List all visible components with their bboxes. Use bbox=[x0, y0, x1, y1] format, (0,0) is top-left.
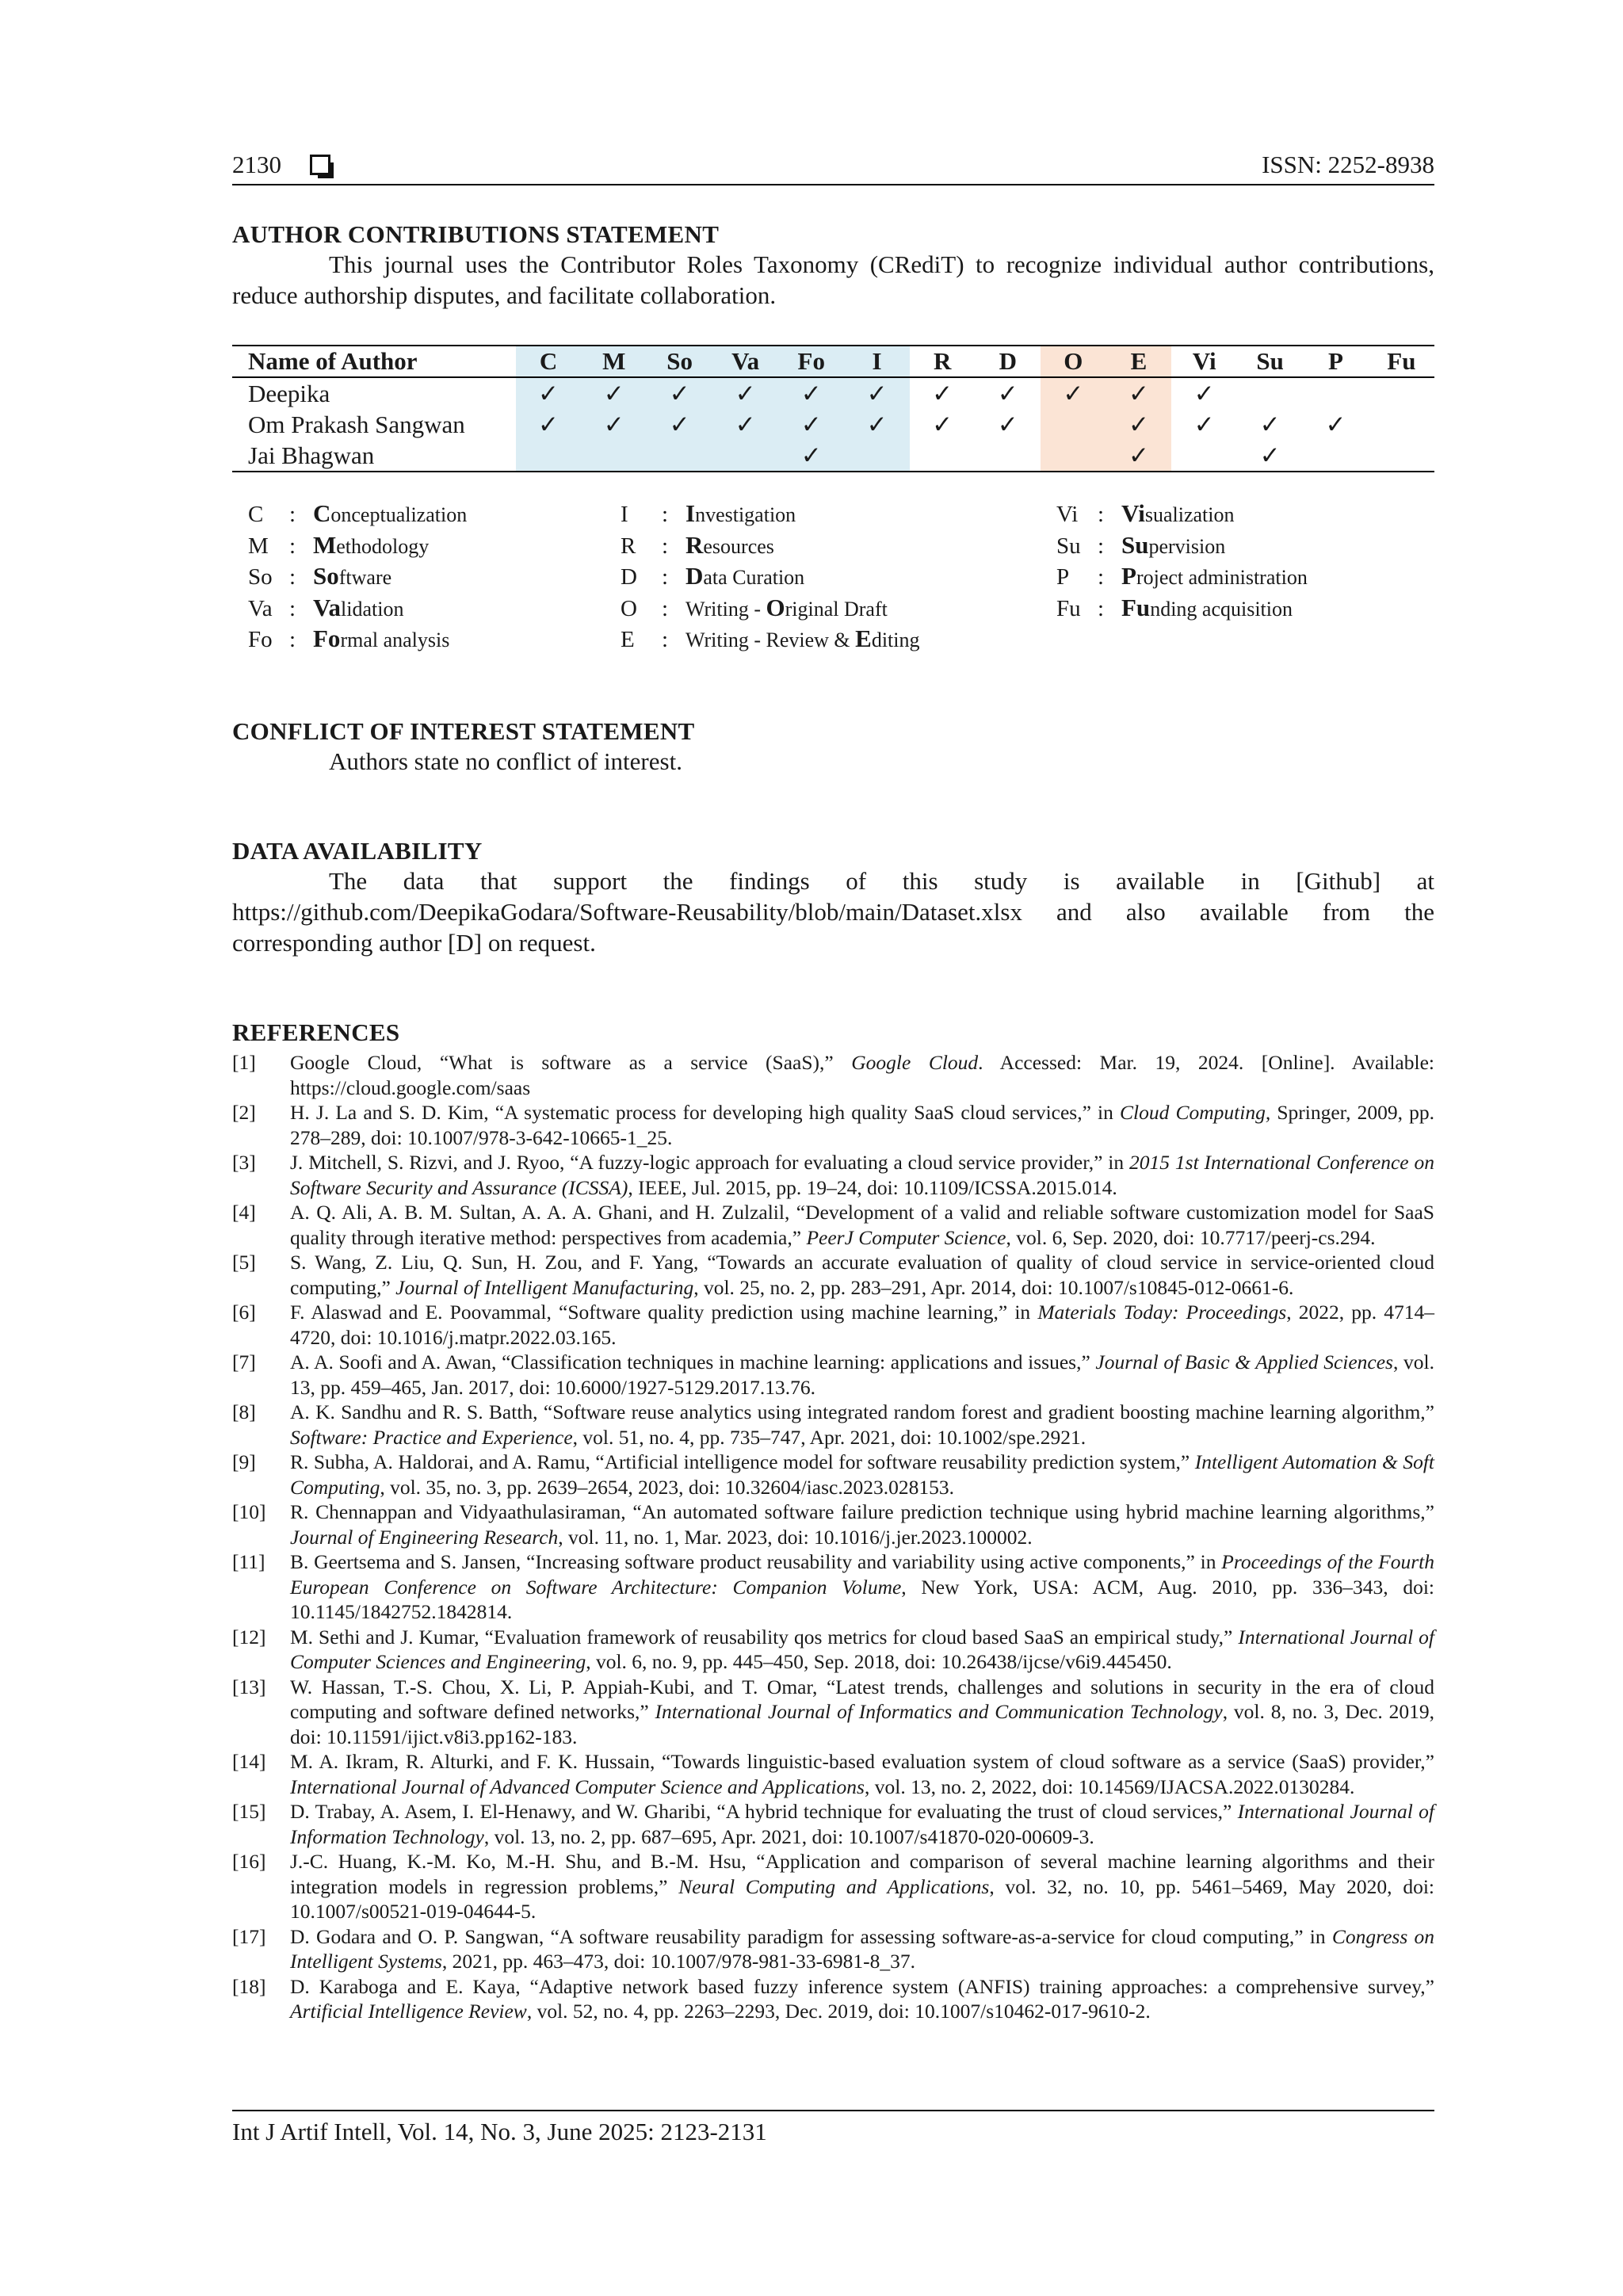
legend-rest: nding acquisition bbox=[1150, 597, 1293, 621]
reference-text: B. Geertsema and S. Jansen, “Increasing software product reusability and variability using active components,” in Proceedings of the Fourth European Conference on Software Architecture: Companion Volume, New York, USA: ACM, Aug. 2010, pp. 336–343, doi: 10.1145/1842752.1842814. bbox=[290, 1550, 1434, 1623]
check-mark-icon: ✓ bbox=[778, 440, 844, 472]
reference-text: S. Wang, Z. Liu, Q. Sun, H. Zou, and F. Yang, “Towards an accurate evaluation of quality of cloud service in service-oriented cloud computing,” Journal of Intelligent Manufacturing, vol. 25, no. 2, pp. 283–291, Apr. 2014, doi: 10.1007/s10845-012-0661-6. bbox=[290, 1251, 1434, 1299]
legend-abbr: D bbox=[621, 564, 637, 590]
legend-colon: : bbox=[662, 502, 669, 527]
empty-cell bbox=[1041, 440, 1106, 472]
legend-bold: M bbox=[313, 530, 337, 559]
legend-colon: : bbox=[1098, 564, 1105, 590]
legend-bold: Fu bbox=[1121, 593, 1151, 621]
legend-rest: lidation bbox=[341, 597, 404, 621]
check-mark-icon: ✓ bbox=[1041, 377, 1106, 409]
references-section bbox=[232, 1018, 1434, 2024]
legend-item bbox=[248, 499, 467, 531]
reference-item bbox=[232, 1675, 1434, 1750]
reference-number: [11] bbox=[232, 1550, 265, 1573]
legend-rest: esources bbox=[703, 534, 774, 558]
legend-rest: ftware bbox=[338, 566, 392, 589]
author-contributions-heading: AUTHOR CONTRIBUTIONS STATEMENT bbox=[232, 220, 720, 248]
legend-colon: : bbox=[662, 627, 669, 652]
check-mark-icon: ✓ bbox=[932, 410, 953, 438]
legend-bold: So bbox=[313, 562, 339, 590]
page bbox=[232, 151, 1435, 2023]
empty-cell bbox=[581, 440, 647, 472]
legend-abbr: Fu bbox=[1056, 595, 1081, 621]
legend-item bbox=[621, 531, 920, 563]
legend-prefix: Writing - bbox=[685, 597, 766, 621]
legend-abbr: Su bbox=[1056, 533, 1081, 559]
role-header-vi: Vi bbox=[1171, 346, 1237, 377]
legend-item bbox=[1056, 531, 1308, 563]
legend-abbr: M bbox=[248, 533, 269, 559]
legend-column bbox=[1056, 499, 1308, 625]
check-mark-icon: ✓ bbox=[1325, 410, 1346, 438]
reference-item bbox=[232, 1350, 1434, 1400]
legend-abbr: R bbox=[621, 533, 636, 559]
legend-rest: onceptualization bbox=[330, 503, 468, 526]
check-mark-icon: ✓ bbox=[1193, 379, 1215, 407]
empty-cell bbox=[516, 440, 582, 472]
legend-item bbox=[621, 594, 920, 625]
role-header-r: R bbox=[910, 346, 976, 377]
legend-item bbox=[621, 499, 920, 531]
legend-colon: : bbox=[1098, 502, 1105, 527]
legend-bold: Vi bbox=[1121, 499, 1145, 527]
legend-colon: : bbox=[662, 533, 669, 559]
reference-item bbox=[232, 1974, 1434, 2024]
reference-number: [6] bbox=[232, 1301, 256, 1324]
legend-abbr: Fo bbox=[248, 627, 273, 652]
reference-number: [1] bbox=[232, 1051, 256, 1074]
reference-item bbox=[232, 1749, 1434, 1799]
legend-rest: roject administration bbox=[1136, 566, 1308, 589]
role-header-su: Su bbox=[1237, 346, 1303, 377]
legend-colon: : bbox=[662, 595, 669, 621]
reference-item bbox=[232, 1050, 1434, 1100]
check-mark-icon: ✓ bbox=[1106, 377, 1172, 409]
check-mark-icon: ✓ bbox=[712, 409, 778, 440]
reference-number: [9] bbox=[232, 1450, 256, 1473]
check-mark-icon: ✓ bbox=[778, 409, 844, 440]
legend-bold: Su bbox=[1121, 530, 1149, 559]
reference-number: [10] bbox=[232, 1500, 266, 1523]
role-header-d: D bbox=[975, 346, 1041, 377]
empty-cell bbox=[712, 440, 778, 472]
legend-rest: rmal analysis bbox=[340, 628, 450, 651]
reference-number: [12] bbox=[232, 1625, 266, 1648]
reference-number: [3] bbox=[232, 1151, 256, 1174]
conflict-section bbox=[232, 717, 1434, 777]
reference-item bbox=[232, 1150, 1434, 1200]
role-header-va: Va bbox=[712, 346, 778, 377]
reference-text: Google Cloud, “What is software as a service (SaaS),” Google Cloud. Accessed: Mar. 19, 2024. [Online]. Available: https://cloud.google.com/saas bbox=[290, 1051, 1434, 1099]
reference-item bbox=[232, 1549, 1434, 1625]
legend-rest: diting bbox=[871, 628, 920, 651]
reference-number: [5] bbox=[232, 1251, 256, 1274]
role-header-i: I bbox=[844, 346, 910, 377]
role-header-c: C bbox=[516, 346, 582, 377]
check-mark-icon: ✓ bbox=[712, 377, 778, 409]
role-header-m: M bbox=[581, 346, 647, 377]
square-bullet-icon bbox=[310, 155, 330, 175]
reference-number: [18] bbox=[232, 1974, 266, 1998]
empty-cell bbox=[1303, 377, 1369, 409]
name-of-author-header: Name of Author bbox=[232, 346, 516, 377]
legend-colon: : bbox=[1098, 533, 1105, 559]
reference-list bbox=[232, 1050, 1434, 2024]
legend-column bbox=[621, 499, 920, 656]
reference-number: [8] bbox=[232, 1400, 256, 1423]
legend-colon: : bbox=[289, 533, 296, 559]
check-mark-icon: ✓ bbox=[647, 409, 712, 440]
legend-colon: : bbox=[289, 595, 296, 621]
legend-item bbox=[248, 594, 467, 625]
legend-prefix: Writing - Review & bbox=[685, 628, 856, 651]
reference-text: J.-C. Huang, K.-M. Ko, M.-H. Shu, and B.-M. Hsu, “Application and comparison of several machine learning algorithms and their integration models in regression problems,” Neural Computing and Applications, vol. 32, no. 10, pp. 5461–5469, May 2020, doi: 10.1007/s00521-019-04644-5. bbox=[290, 1850, 1434, 1923]
reference-text: H. J. La and S. D. Kim, “A systematic process for developing high quality SaaS cloud services,” in Cloud Computing, Springer, 2009, pp. 278–289, doi: 10.1007/978-3-642-10665-1_25. bbox=[290, 1101, 1434, 1149]
check-mark-icon: ✓ bbox=[1106, 409, 1172, 440]
data-availability-section bbox=[232, 837, 1434, 958]
empty-cell bbox=[647, 440, 712, 472]
empty-cell bbox=[910, 440, 976, 472]
references-heading: REFERENCES bbox=[232, 1018, 400, 1046]
reference-text: R. Chennappan and Vidyaathulasiraman, “An automated software failure prediction technique using hybrid machine learning algorithms,” Journal of Engineering Research, vol. 11, no. 1, Mar. 2023, doi: 10.1016/j.jer.2023.100002. bbox=[290, 1500, 1434, 1549]
empty-cell bbox=[1369, 440, 1434, 472]
empty-cell bbox=[1369, 409, 1434, 440]
conflict-heading: CONFLICT OF INTEREST STATEMENT bbox=[232, 717, 695, 745]
data-availability-heading: DATA AVAILABILITY bbox=[232, 837, 483, 865]
role-header-fo: Fo bbox=[778, 346, 844, 377]
legend-colon: : bbox=[662, 564, 669, 590]
check-mark-icon: ✓ bbox=[516, 409, 582, 440]
reference-text: J. Mitchell, S. Rizvi, and J. Ryoo, “A fuzzy-logic approach for evaluating a cloud service provider,” in 2015 1st International Conference on Software Security and Assurance (ICSSA), IEEE, Jul. 2015, pp. 19–24, doi: 10.1109/ICSSA.2015.014. bbox=[290, 1151, 1434, 1199]
reference-number: [7] bbox=[232, 1350, 256, 1373]
check-mark-icon: ✓ bbox=[844, 377, 910, 409]
legend-abbr: C bbox=[248, 502, 264, 527]
legend-abbr: E bbox=[621, 627, 635, 652]
author-contributions-section bbox=[232, 220, 1434, 311]
legend-abbr: Vi bbox=[1056, 502, 1079, 527]
check-mark-icon: ✓ bbox=[1259, 410, 1281, 438]
legend-column bbox=[248, 499, 467, 656]
author-name: Om Prakash Sangwan bbox=[248, 410, 465, 438]
legend-rest: pervision bbox=[1148, 534, 1226, 558]
check-mark-icon: ✓ bbox=[997, 379, 1018, 407]
check-mark-icon: ✓ bbox=[581, 377, 647, 409]
legend-bold: P bbox=[1121, 562, 1136, 590]
conflict-text: Authors state no conflict of interest. bbox=[329, 747, 682, 775]
empty-cell bbox=[1303, 440, 1369, 472]
legend-rest: nvestigation bbox=[695, 503, 796, 526]
legend-bold: D bbox=[685, 562, 704, 590]
reference-text: W. Hassan, T.-S. Chou, X. Li, P. Appiah-Kubi, and T. Omar, “Latest trends, challenges and solutions in security in the era of cloud computing and software defined networks,” International Journal of Informatics and Communication Technology, vol. 8, no. 3, Dec. 2019, doi: 10.11591/ijict.v8i3.pp162-183. bbox=[290, 1675, 1434, 1748]
credit-table-header bbox=[232, 346, 1434, 377]
legend-bold: E bbox=[855, 625, 872, 652]
data-availability-text: The data that support the findings of this study is available in [Github] at https://github.com/DeepikaGodara/Software-Reusability/blob/main/Dataset.xlsx and also available from the corresponding author [D] on request. bbox=[232, 867, 1434, 957]
legend-bold: R bbox=[685, 530, 704, 559]
credit-table bbox=[232, 345, 1434, 472]
check-mark-icon: ✓ bbox=[647, 377, 712, 409]
reference-number: [17] bbox=[232, 1924, 266, 1948]
check-mark-icon: ✓ bbox=[1106, 440, 1172, 472]
reference-text: D. Trabay, A. Asem, I. El-Henawy, and W. Gharibi, “A hybrid technique for evaluating the trust of cloud services,” International Journal of Information Technology, vol. 13, no. 2, pp. 687–695, Apr. 2021, doi: 10.1007/s41870-020-00609-3. bbox=[290, 1800, 1435, 1848]
reference-item bbox=[232, 1250, 1434, 1300]
reference-item bbox=[232, 1849, 1434, 1924]
legend-bold: C bbox=[313, 499, 331, 527]
legend-bold: O bbox=[766, 593, 785, 621]
page-header bbox=[232, 151, 1434, 185]
role-header-p: P bbox=[1303, 346, 1369, 377]
legend-rest: sualization bbox=[1144, 503, 1235, 526]
author-row bbox=[232, 377, 1434, 409]
reference-number: [16] bbox=[232, 1850, 266, 1873]
reference-number: [15] bbox=[232, 1800, 266, 1823]
empty-cell bbox=[1237, 377, 1303, 409]
legend-item bbox=[248, 625, 467, 656]
reference-item bbox=[232, 1100, 1434, 1150]
check-mark-icon: ✓ bbox=[844, 409, 910, 440]
legend-item bbox=[1056, 594, 1308, 625]
reference-item bbox=[232, 1400, 1434, 1450]
legend-colon: : bbox=[289, 627, 296, 652]
empty-cell bbox=[1369, 377, 1434, 409]
author-row bbox=[232, 409, 1434, 440]
reference-text: A. A. Soofi and A. Awan, “Classification techniques in machine learning: applications and issues,” Journal of Basic & Applied Sciences, vol. 13, pp. 459–465, Jan. 2017, doi: 10.6000/1927-5129.2017.13.76. bbox=[290, 1350, 1434, 1399]
legend-abbr: O bbox=[621, 595, 637, 621]
legend-colon: : bbox=[289, 564, 296, 590]
reference-item bbox=[232, 1924, 1434, 1974]
check-mark-icon: ✓ bbox=[997, 410, 1018, 438]
reference-number: [14] bbox=[232, 1750, 266, 1773]
reference-number: [13] bbox=[232, 1675, 266, 1698]
reference-item bbox=[232, 1799, 1434, 1849]
reference-item bbox=[232, 1450, 1434, 1499]
reference-item bbox=[232, 1625, 1434, 1675]
legend-item bbox=[248, 562, 467, 594]
reference-text: A. Q. Ali, A. B. M. Sultan, A. A. A. Ghani, and H. Zulzalil, “Development of a valid and reliable software customization model for SaaS quality through iterative method: perspectives from academia,” PeerJ Computer Science, vol. 6, Sep. 2020, doi: 10.7717/peerj-cs.294. bbox=[290, 1201, 1434, 1249]
empty-cell bbox=[1171, 440, 1237, 472]
reference-text: M. Sethi and J. Kumar, “Evaluation framework of reusability qos metrics for cloud based SaaS an empirical study,” International Journal of Computer Sciences and Engineering, vol. 6, no. 9, pp. 445–450, Sep. 2018, doi: 10.26438/ijcse/v6i9.445450. bbox=[290, 1625, 1435, 1673]
author-name: Jai Bhagwan bbox=[232, 440, 516, 472]
legend-colon: : bbox=[289, 502, 296, 527]
page-number: 2130 bbox=[232, 151, 281, 178]
page-footer: Int J Artif Intell, Vol. 14, No. 3, June 2025: 2123-2131 bbox=[232, 2110, 1434, 2146]
check-mark-icon: ✓ bbox=[516, 377, 582, 409]
legend-colon: : bbox=[1098, 595, 1105, 621]
reference-item bbox=[232, 1200, 1434, 1250]
legend-bold: Va bbox=[313, 593, 342, 621]
legend-item bbox=[621, 562, 920, 594]
legend-item bbox=[621, 625, 920, 656]
reference-text: D. Godara and O. P. Sangwan, “A software reusability paradigm for assessing software-as-a-service for cloud computing,” in Congress on Intelligent Systems, 2021, pp. 463–473, doi: 10.1007/978-981-33-6981-8_37. bbox=[290, 1924, 1434, 1973]
reference-text: A. K. Sandhu and R. S. Batth, “Software reuse analytics using integrated random forest and gradient boosting machine learning algorithm,” Software: Practice and Experience, vol. 51, no. 4, pp. 735–747, Apr. 2021, doi: 10.1002/spe.2921. bbox=[290, 1400, 1434, 1449]
author-contributions-text: This journal uses the Contributor Roles Taxonomy (CRediT) to recognize individual author contributions, reduce authorship disputes, and facilitate collaboration. bbox=[232, 250, 1434, 309]
check-mark-icon: ✓ bbox=[1237, 440, 1303, 472]
issn: ISSN: 2252-8938 bbox=[1262, 151, 1434, 178]
legend-bold: Fo bbox=[313, 625, 341, 652]
reference-number: [2] bbox=[232, 1101, 256, 1124]
check-mark-icon: ✓ bbox=[932, 379, 953, 407]
author-name: Deepika bbox=[248, 379, 330, 407]
reference-text: R. Subha, A. Haldorai, and A. Ramu, “Artificial intelligence model for software reusability prediction system,” Intelligent Automation & Soft Computing, vol. 35, no. 3, pp. 2639–2654, 2023, doi: 10.32604/iasc.2023.028153. bbox=[290, 1450, 1434, 1499]
role-header-fu: Fu bbox=[1369, 346, 1434, 377]
legend-bold: I bbox=[685, 499, 696, 527]
role-header-o: O bbox=[1041, 346, 1106, 377]
legend-abbr: I bbox=[621, 502, 628, 527]
empty-cell bbox=[1041, 409, 1106, 440]
reference-text: M. A. Ikram, R. Alturki, and F. K. Hussain, “Towards linguistic-based evaluation system of cloud software as a service (SaaS) provider,” International Journal of Advanced Computer Science and Applications, vol. 13, no. 2, 2022, doi: 10.14569/IJACSA.2022.0130284. bbox=[290, 1750, 1434, 1798]
legend-rest: ethodology bbox=[336, 534, 430, 558]
legend-abbr: P bbox=[1056, 564, 1070, 590]
empty-cell bbox=[844, 440, 910, 472]
reference-text: F. Alaswad and E. Poovammal, “Software quality prediction using machine learning,” in Materials Today: Proceedings, 2022, pp. 4714–4720, doi: 10.1016/j.matpr.2022.03.165. bbox=[290, 1301, 1434, 1349]
reference-item bbox=[232, 1300, 1434, 1350]
empty-cell bbox=[975, 440, 1041, 472]
reference-number: [4] bbox=[232, 1201, 256, 1224]
legend-abbr: So bbox=[248, 564, 273, 590]
reference-text: D. Karaboga and E. Kaya, “Adaptive network based fuzzy inference system (ANFIS) training approaches: a comprehensive survey,” Artificial Intelligence Review, vol. 52, no. 4, pp. 2263–2293, Dec. 2019, doi: 10.1007/s10462-017-9610-2. bbox=[290, 1974, 1434, 2023]
role-header-e: E bbox=[1106, 346, 1172, 377]
legend-rest: riginal Draft bbox=[785, 597, 888, 621]
author-row bbox=[232, 440, 1434, 472]
legend-item bbox=[1056, 562, 1308, 594]
legend-abbr: Va bbox=[248, 595, 273, 621]
legend-item bbox=[248, 531, 467, 563]
check-mark-icon: ✓ bbox=[581, 409, 647, 440]
reference-item bbox=[232, 1499, 1434, 1549]
legend-item bbox=[1056, 499, 1308, 531]
role-header-so: So bbox=[647, 346, 712, 377]
check-mark-icon: ✓ bbox=[778, 377, 844, 409]
check-mark-icon: ✓ bbox=[1193, 410, 1215, 438]
legend-rest: ata Curation bbox=[703, 566, 805, 589]
